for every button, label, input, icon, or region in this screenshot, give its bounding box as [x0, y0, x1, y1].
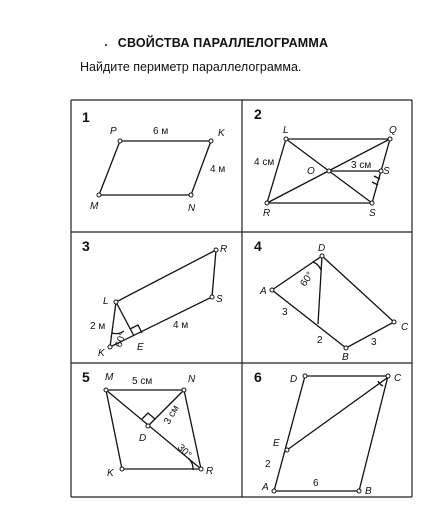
task-text: Найдите периметр параллелограмма. — [80, 60, 302, 74]
measure-angle: 30° — [174, 442, 194, 461]
vertex-b — [344, 346, 348, 350]
parallelogram-abcd — [274, 376, 388, 491]
vertex-s — [210, 295, 214, 299]
problem-4 — [254, 238, 409, 363]
right-angle-mark — [142, 413, 155, 419]
vertex-k — [108, 345, 112, 349]
problem-5 — [82, 369, 213, 479]
label-c: C — [401, 322, 409, 333]
measure-os: 3 см — [351, 160, 372, 171]
problem-2 — [254, 106, 397, 219]
vertex-a — [270, 288, 274, 292]
height-le — [116, 302, 134, 336]
label-m: M — [105, 372, 114, 383]
vertex-s — [370, 201, 374, 205]
measure-b-left: 2 — [317, 335, 323, 346]
measure-height: 3 см — [162, 403, 182, 427]
measure-angle: 60° — [298, 270, 317, 289]
label-c: C — [394, 373, 402, 384]
vertex-e — [285, 448, 289, 452]
measure-left: 4 см — [254, 157, 275, 168]
measure-top: 6 м — [153, 126, 169, 137]
vertex-k — [120, 467, 124, 471]
problem-1 — [82, 109, 226, 214]
parallelogram-abcd — [272, 256, 394, 348]
vertex-r — [199, 467, 203, 471]
angle-arc — [313, 262, 321, 270]
measure-b-right: 3 — [371, 337, 377, 348]
vertex-d — [320, 254, 324, 258]
vertex-b — [357, 489, 361, 493]
problem-number: 1 — [82, 109, 90, 125]
label-m: M — [90, 201, 99, 212]
measure-a-seg: 3 — [282, 307, 288, 318]
problem-6 — [254, 369, 402, 497]
problem-3 — [82, 238, 227, 359]
vertex-r — [214, 248, 218, 252]
measure-angle: 60° — [113, 331, 129, 350]
problem-number: 2 — [254, 106, 262, 122]
parallelogram-lrsk — [110, 250, 216, 350]
label-s: S — [216, 294, 223, 305]
label-k: K — [98, 348, 105, 359]
label-b: B — [342, 352, 349, 363]
vertex-r — [265, 201, 269, 205]
label-e: E — [137, 342, 144, 353]
label-r: R — [206, 466, 214, 477]
problem-number: 4 — [254, 238, 262, 254]
problem-number: 6 — [254, 369, 262, 385]
label-p: P — [110, 126, 117, 137]
measure-lk: 2 м — [90, 321, 106, 332]
measure-es: 4 м — [173, 320, 189, 331]
vertex-p — [118, 139, 122, 143]
vertex-o — [327, 169, 331, 173]
label-e: E — [273, 438, 280, 449]
label-n: N — [188, 203, 196, 214]
vertex-d — [303, 374, 307, 378]
label-s-mid: S — [383, 166, 390, 177]
problem-number: 3 — [82, 238, 90, 254]
label-l: L — [103, 296, 109, 307]
vertex-m — [104, 388, 108, 392]
page-title: СВОЙСТВА ПАРАЛЛЕЛОГРАММА — [117, 36, 329, 50]
label-k: K — [218, 128, 225, 139]
vertex-q — [388, 137, 392, 141]
measure-ab: 6 — [313, 478, 319, 489]
label-r: R — [220, 244, 228, 255]
measure-right: 4 м — [210, 164, 226, 175]
vertex-d — [146, 424, 150, 428]
label-b: B — [365, 486, 372, 497]
parallelogram-mpkn — [99, 141, 211, 195]
problem-number: 5 — [82, 369, 90, 385]
label-d: D — [139, 433, 147, 444]
label-a: A — [260, 286, 267, 297]
label-l: L — [283, 125, 289, 136]
vertex-l — [114, 300, 118, 304]
label-d: D — [318, 243, 326, 254]
label-r: R — [263, 208, 271, 219]
vertex-n — [189, 193, 193, 197]
measure-top: 5 см — [132, 376, 153, 387]
vertex-c — [392, 320, 396, 324]
measure-ae: 2 — [265, 459, 271, 470]
vertex-n — [182, 388, 186, 392]
label-a: A — [262, 482, 269, 493]
label-k: K — [107, 468, 114, 479]
label-n: N — [188, 374, 196, 385]
vertex-l — [284, 137, 288, 141]
vertex-k — [209, 139, 213, 143]
label-q: Q — [389, 125, 397, 136]
label-d: D — [290, 374, 298, 385]
vertex-m — [97, 193, 101, 197]
label-s: S — [369, 208, 376, 219]
vertex-c — [386, 374, 390, 378]
label-o: O — [307, 166, 315, 177]
vertex-a — [272, 489, 276, 493]
